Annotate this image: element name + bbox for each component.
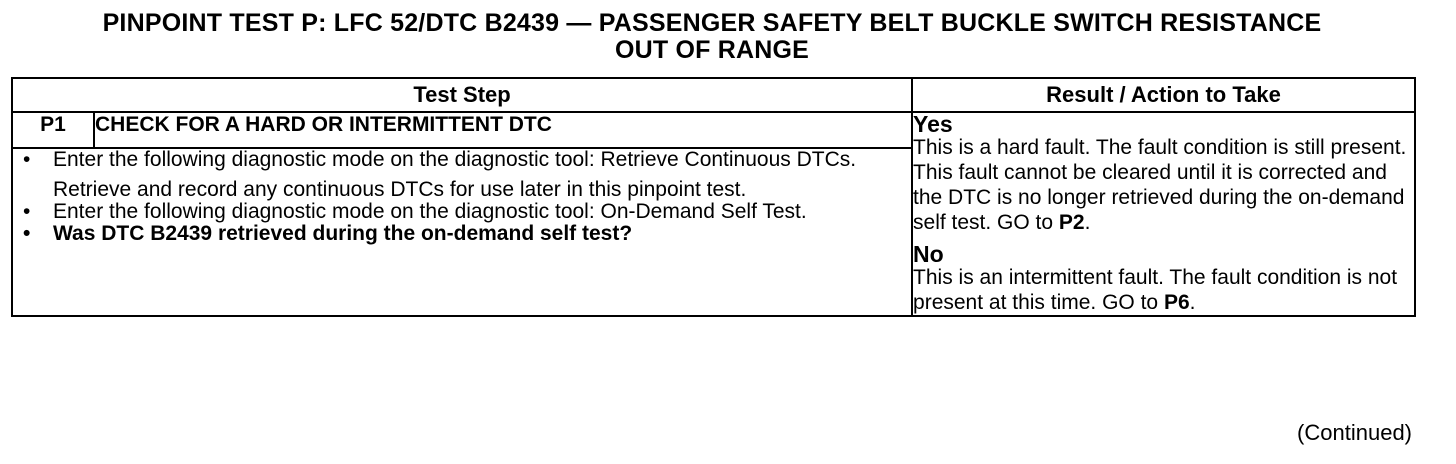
step-title-row: [12, 112, 1415, 148]
bullet-icon: •: [23, 200, 31, 223]
list-item: [13, 223, 911, 245]
header-test-step: Test Step: [12, 78, 912, 112]
action-text: Enter the following diagnostic mode on the diagnostic tool: On-Demand Self Test.: [53, 200, 807, 223]
result-yes: [913, 113, 1414, 235]
result-no-end: .: [1189, 291, 1196, 314]
title-line-1: PINPOINT TEST P: LFC 52/DTC B2439 — PASSENGER SAFETY BELT BUCKLE SWITCH RESISTANCE: [102, 9, 1322, 37]
result-yes-body: This is a hard fault. The fault condition is still present. This fault cannot be cleared until it is corrected and the DTC is no longer retrieved during the on-demand self test. GO to: [913, 136, 1407, 234]
result-yes-end: .: [1084, 211, 1091, 234]
result-yes-ref: P2: [1058, 211, 1085, 234]
result-no-text: [913, 265, 1414, 315]
continued-label: (Continued): [1297, 420, 1412, 445]
action-list: [13, 149, 911, 245]
result-yes-text: [913, 135, 1414, 235]
action-text: Enter the following diagnostic mode on the diagnostic tool: Retrieve Continuous DTCs.: [53, 148, 857, 171]
header-result: Result / Action to Take: [912, 78, 1415, 112]
pinpoint-test-table: [11, 77, 1416, 317]
result-cell: [912, 112, 1415, 316]
title-line-2: OUT OF RANGE: [614, 36, 810, 64]
table-header-row: [12, 78, 1415, 112]
step-body: [12, 148, 912, 316]
list-item: [13, 201, 911, 223]
step-id: P1: [12, 112, 94, 148]
action-subtext: Retrieve and record any continuous DTCs for use later in this pinpoint test.: [53, 178, 747, 201]
action-question: Was DTC B2439 retrieved during the on-demand self test?: [53, 222, 633, 245]
result-no-heading: No: [913, 241, 944, 267]
result-no-ref: P6: [1163, 291, 1190, 314]
page-title: [12, 10, 1412, 64]
result-no: [913, 243, 1414, 315]
bullet-icon: •: [23, 222, 31, 245]
result-yes-heading: Yes: [913, 111, 953, 137]
step-title: CHECK FOR A HARD OR INTERMITTENT DTC: [94, 112, 912, 148]
bullet-icon: •: [23, 148, 31, 171]
list-item: [13, 149, 911, 201]
result-no-body: This is an intermittent fault. The fault condition is not present at this time. GO to: [913, 266, 1398, 314]
